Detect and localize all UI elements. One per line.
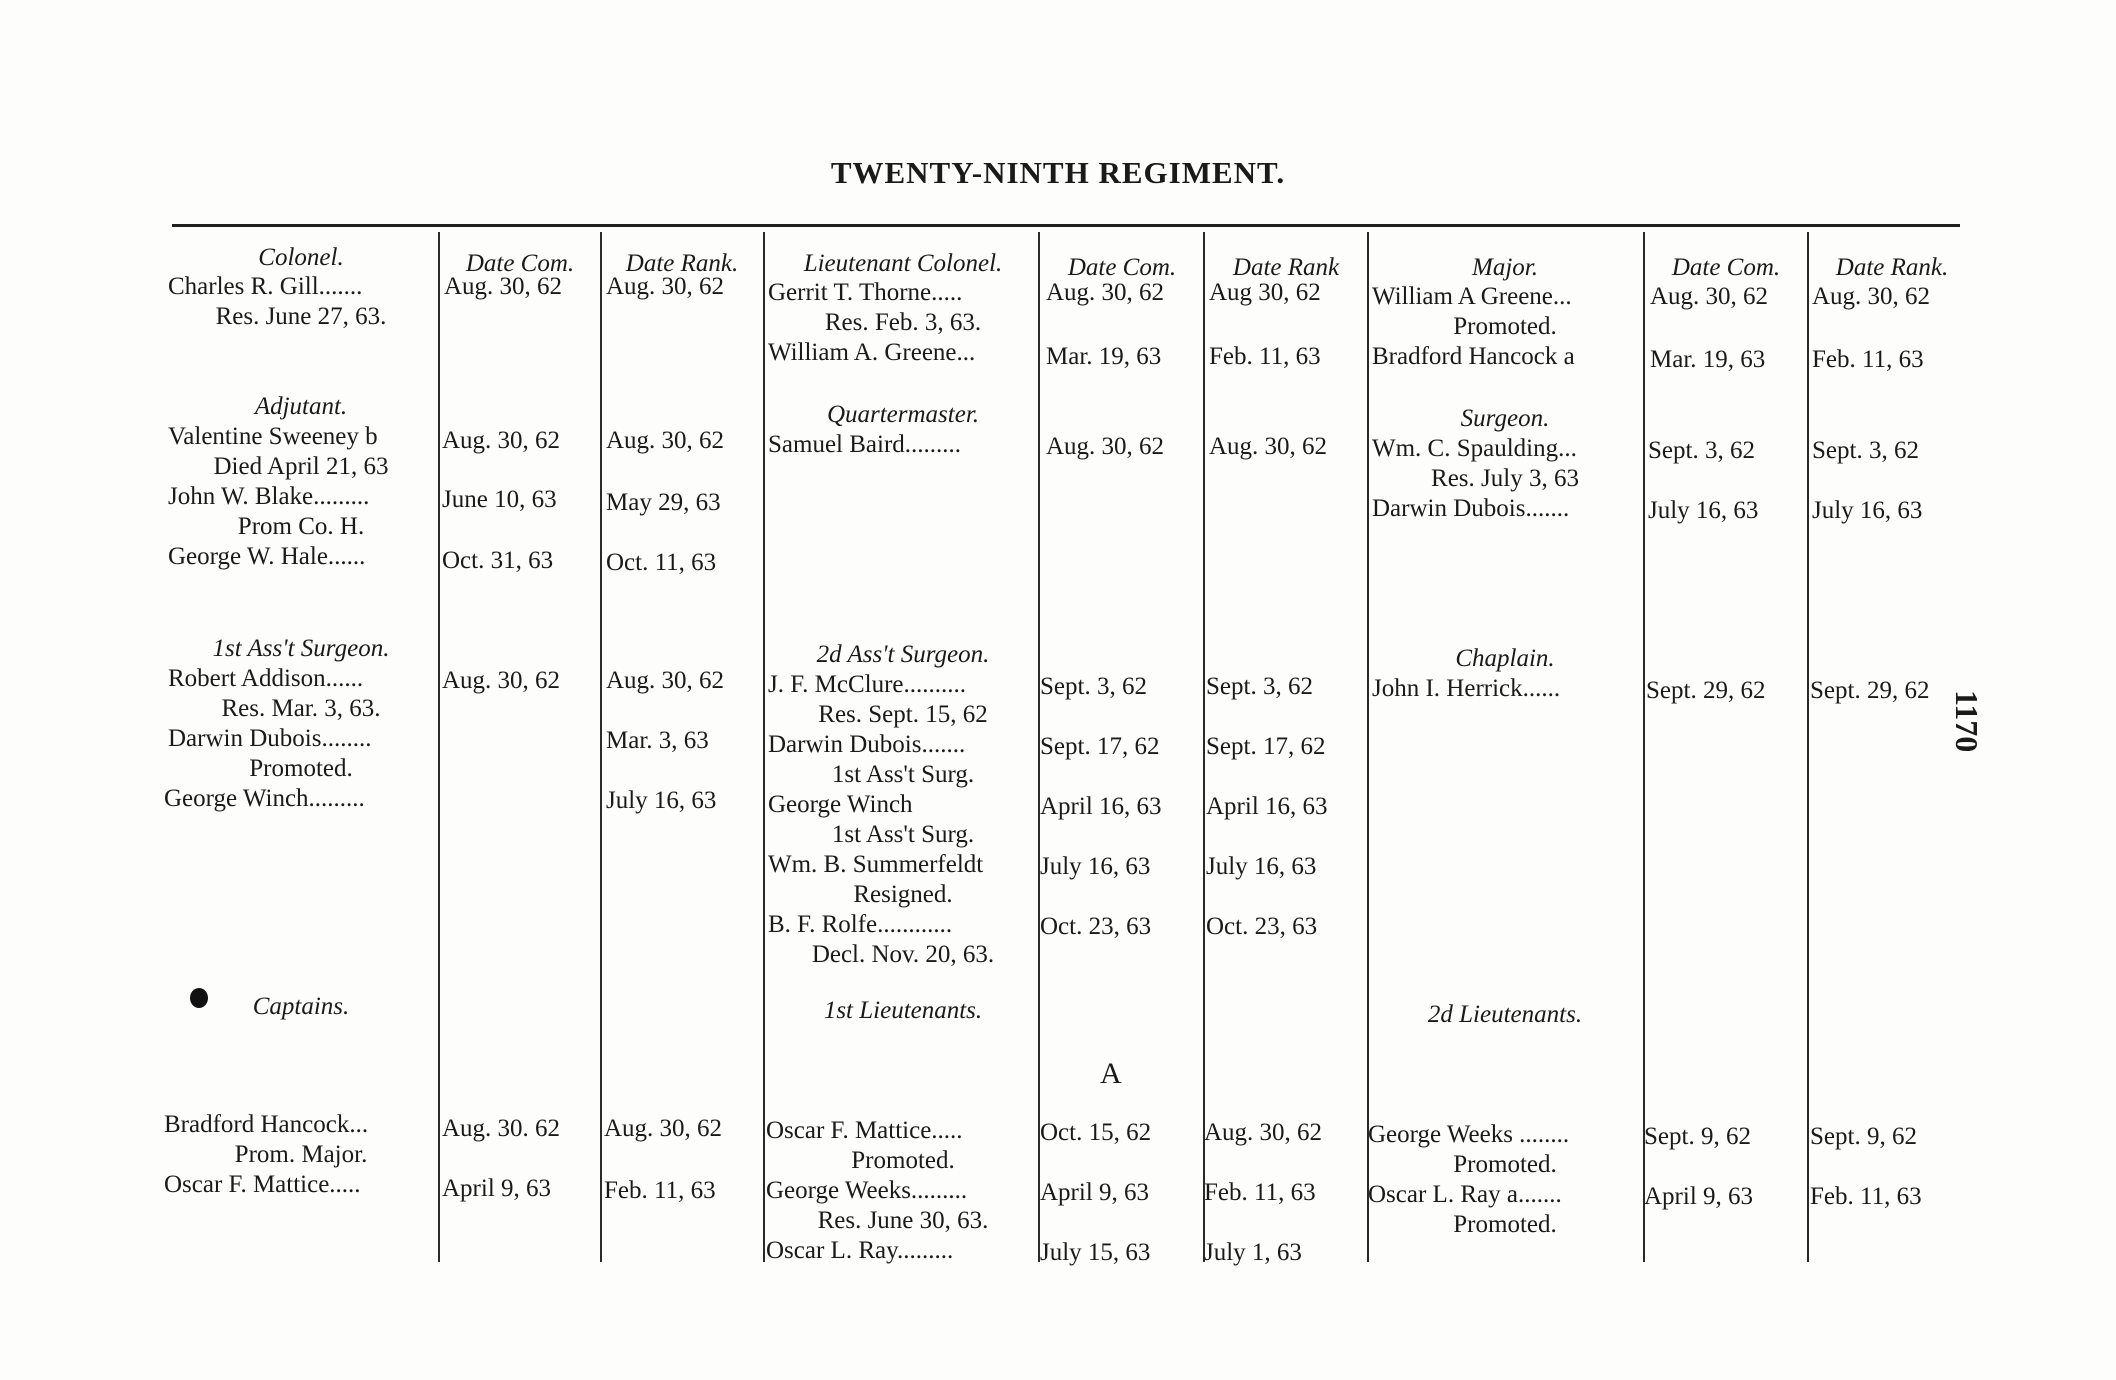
officer-note: Died April 21, 63 xyxy=(213,453,389,480)
officer-name: B. F. Rolfe............ xyxy=(768,911,953,938)
header-captains: Captains. xyxy=(252,993,350,1020)
date-rank: Aug. 30, 62 xyxy=(1209,433,1328,460)
header-quartermaster: Quartermaster. xyxy=(826,401,980,428)
header-date-com: Date Com. xyxy=(1067,254,1177,281)
date-rank: Sept. 9, 62 xyxy=(1810,1123,1917,1150)
date-com: Oct. 23, 63 xyxy=(1040,913,1152,940)
officer-name: George W. Hale...... xyxy=(168,543,366,570)
column-divider xyxy=(438,232,440,1262)
date-com: July 15, 63 xyxy=(1040,1239,1151,1266)
date-com: June 10, 63 xyxy=(442,486,557,513)
date-rank: Aug. 30, 62 xyxy=(604,1115,723,1142)
officer-name: George Weeks......... xyxy=(766,1177,968,1204)
officer-name: John W. Blake......... xyxy=(168,483,370,510)
officer-note: Prom Co. H. xyxy=(237,513,365,540)
date-com: Aug. 30, 62 xyxy=(442,667,561,694)
officer-note: Promoted. xyxy=(249,755,353,782)
date-rank: July 16, 63 xyxy=(1812,497,1923,524)
officer-note: Prom. Major. xyxy=(234,1141,368,1168)
officer-note: Promoted. xyxy=(851,1147,955,1174)
date-com: Mar. 19, 63 xyxy=(1650,346,1766,373)
officer-name: Oscar F. Mattice..... xyxy=(766,1117,963,1144)
date-rank: May 29, 63 xyxy=(606,489,721,516)
date-rank: Feb. 11, 63 xyxy=(1812,346,1924,373)
officer-name: Darwin Dubois........ xyxy=(168,725,372,752)
date-rank: July 16, 63 xyxy=(606,787,717,814)
date-com: Oct. 31, 63 xyxy=(442,547,554,574)
officer-name: Samuel Baird......... xyxy=(768,431,962,458)
officer-name: Wm. C. Spaulding... xyxy=(1372,435,1577,462)
officer-note: 1st Ass't Surg. xyxy=(831,821,975,848)
officer-name: Oscar L. Ray......... xyxy=(766,1237,954,1264)
officer-name: John I. Herrick...... xyxy=(1372,675,1561,702)
header-chaplain: Chaplain. xyxy=(1455,645,1555,672)
date-rank: Sept. 3, 62 xyxy=(1206,673,1313,700)
officer-name: Valentine Sweeney b xyxy=(168,423,378,450)
officer-note: Res. July 3, 63 xyxy=(1431,465,1579,492)
officer-name: Darwin Dubois....... xyxy=(1372,495,1570,522)
header-date-com: Date Com. xyxy=(465,250,575,277)
page-number: 1170 xyxy=(1949,690,1985,753)
header-date-rank: Date Rank. xyxy=(1835,254,1949,281)
date-com: Sept. 29, 62 xyxy=(1646,677,1766,704)
officer-note: Res. Feb. 3, 63. xyxy=(824,309,982,336)
date-rank: Aug. 30, 62 xyxy=(1812,283,1931,310)
date-com: April 9, 63 xyxy=(442,1175,552,1202)
column-divider xyxy=(1367,232,1369,1262)
officer-note: Decl. Nov. 20, 63. xyxy=(811,941,995,968)
date-rank: Sept. 17, 62 xyxy=(1206,733,1326,760)
header-major: Major. xyxy=(1472,254,1538,281)
date-com: Sept. 17, 62 xyxy=(1040,733,1160,760)
officer-name: Oscar L. Ray a....... xyxy=(1368,1181,1562,1208)
header-lt-colonel: Lieutenant Colonel. xyxy=(803,250,1003,277)
officer-name: George Winch......... xyxy=(164,785,365,812)
date-rank: Feb. 11, 63 xyxy=(1810,1183,1922,1210)
column-divider xyxy=(600,232,602,1262)
date-com: Sept. 3, 62 xyxy=(1648,437,1755,464)
header-date-rank: Date Rank. xyxy=(625,250,739,277)
date-rank: Feb. 11, 63 xyxy=(1209,343,1321,370)
date-com: Aug. 30, 62 xyxy=(444,273,563,300)
officer-note: Res. June 27, 63. xyxy=(215,303,387,330)
date-rank: July 16, 63 xyxy=(1206,853,1317,880)
header-date-rank: Date Rank xyxy=(1232,254,1340,281)
date-com: July 16, 63 xyxy=(1040,853,1151,880)
officer-name: William A. Greene... xyxy=(768,339,976,366)
date-com: Mar. 19, 63 xyxy=(1046,343,1162,370)
header-second-asst-surgeon: 2d Ass't Surgeon. xyxy=(816,641,990,668)
officer-name: Robert Addison...... xyxy=(168,665,364,692)
header-surgeon: Surgeon. xyxy=(1460,405,1550,432)
header-adjutant: Adjutant. xyxy=(254,393,348,420)
officer-note: Promoted. xyxy=(1453,313,1557,340)
date-rank: Sept. 3, 62 xyxy=(1812,437,1919,464)
date-rank: July 1, 63 xyxy=(1204,1239,1302,1266)
date-rank: Aug. 30, 62 xyxy=(1204,1119,1323,1146)
column-divider xyxy=(1643,232,1645,1262)
officer-name: J. F. McClure.......... xyxy=(768,671,966,698)
date-rank: Feb. 11, 63 xyxy=(1204,1179,1316,1206)
page-title: TWENTY-NINTH REGIMENT. xyxy=(830,155,1286,190)
column-divider xyxy=(1807,232,1809,1262)
date-rank: Aug. 30, 62 xyxy=(606,427,725,454)
date-rank: Aug 30, 62 xyxy=(1209,279,1321,306)
date-com: Aug. 30, 62 xyxy=(1046,433,1165,460)
date-com: Aug. 30, 62 xyxy=(1650,283,1769,310)
date-com: April 9, 63 xyxy=(1644,1183,1754,1210)
officer-note: 1st Ass't Surg. xyxy=(831,761,975,788)
date-rank: Aug. 30, 62 xyxy=(606,273,725,300)
date-rank: Aug. 30, 62 xyxy=(606,667,725,694)
officer-note: Res. Mar. 3, 63. xyxy=(221,695,381,722)
officer-note: Res. Sept. 15, 62 xyxy=(818,701,988,728)
officer-name: Gerrit T. Thorne..... xyxy=(768,279,963,306)
officer-note: Promoted. xyxy=(1453,1211,1557,1238)
date-com: Aug. 30, 62 xyxy=(442,427,561,454)
officer-name: William A Greene... xyxy=(1372,283,1572,310)
header-first-lieutenants: 1st Lieutenants. xyxy=(823,997,983,1024)
header-date-com: Date Com. xyxy=(1671,254,1781,281)
date-rank: Oct. 23, 63 xyxy=(1206,913,1318,940)
column-divider xyxy=(1203,232,1205,1262)
date-com: Oct. 15, 62 xyxy=(1040,1119,1152,1146)
officer-note: Res. June 30, 63. xyxy=(817,1207,989,1234)
date-rank: April 16, 63 xyxy=(1206,793,1328,820)
date-com: July 16, 63 xyxy=(1648,497,1759,524)
company-letter: A xyxy=(1100,1057,1122,1090)
date-com: Aug. 30, 62 xyxy=(1046,279,1165,306)
date-com: Sept. 3, 62 xyxy=(1040,673,1147,700)
date-rank: Oct. 11, 63 xyxy=(606,549,717,576)
date-com: April 16, 63 xyxy=(1040,793,1162,820)
date-com: Sept. 9, 62 xyxy=(1644,1123,1751,1150)
officer-name: Bradford Hancock a xyxy=(1372,343,1575,370)
header-second-lieutenants: 2d Lieutenants. xyxy=(1427,1001,1583,1028)
date-com: Aug. 30. 62 xyxy=(442,1115,561,1142)
column-divider xyxy=(763,232,765,1262)
date-rank: Feb. 11, 63 xyxy=(604,1177,716,1204)
date-rank: Sept. 29, 62 xyxy=(1810,677,1930,704)
officer-name: George Weeks ........ xyxy=(1368,1121,1570,1148)
header-first-asst-surgeon: 1st Ass't Surgeon. xyxy=(212,635,390,662)
officer-name: Wm. B. Summerfeldt xyxy=(768,851,984,878)
officer-note: Resigned. xyxy=(853,881,953,908)
officer-name: Oscar F. Mattice..... xyxy=(164,1171,361,1198)
officer-name: George Winch xyxy=(768,791,913,818)
header-colonel: Colonel. xyxy=(258,244,344,271)
officer-name: Darwin Dubois....... xyxy=(768,731,966,758)
officer-note: Promoted. xyxy=(1453,1151,1557,1178)
officer-name: Charles R. Gill....... xyxy=(168,273,363,300)
date-rank: Mar. 3, 63 xyxy=(606,727,709,754)
date-com: April 9, 63 xyxy=(1040,1179,1150,1206)
header-rule xyxy=(172,224,1960,227)
officer-name: Bradford Hancock... xyxy=(164,1111,369,1138)
